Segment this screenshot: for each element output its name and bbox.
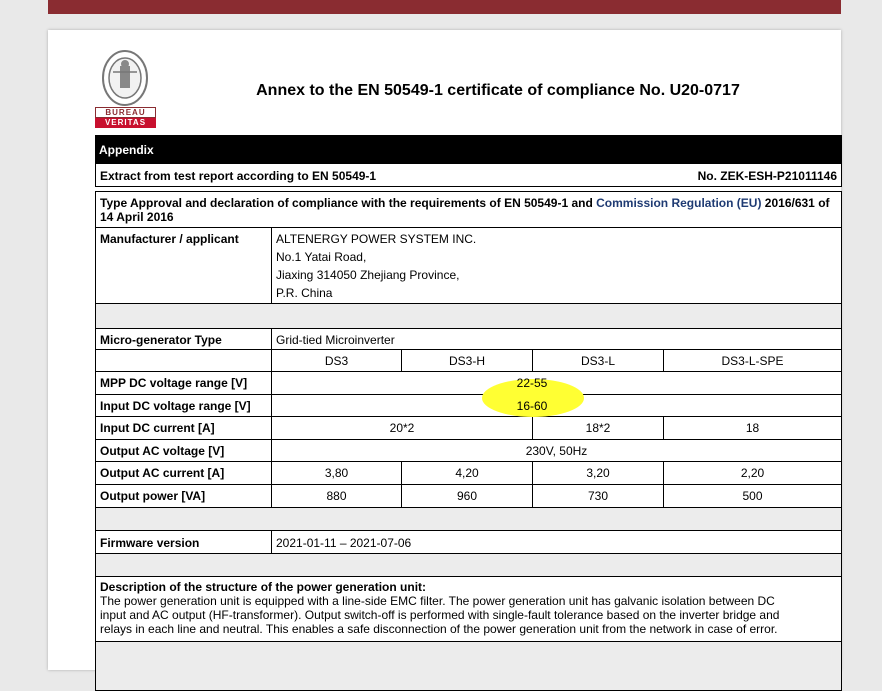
report-number: No. ZEK-ESH-P21011146 <box>697 169 837 183</box>
page-title: Annex to the EN 50549-1 certificate of compliance No. U20-0717 <box>256 82 740 99</box>
output-power-value: 960 <box>402 485 533 508</box>
model-ds3-l-spe: DS3-L-SPE <box>664 350 841 372</box>
input-current-ds3: 20*2 <box>272 417 533 440</box>
input-current-ds3-l: 18*2 <box>533 417 664 440</box>
bureau-veritas-logo <box>95 50 157 128</box>
mpp-label: MPP DC voltage range [V] <box>96 372 272 395</box>
input-current-ds3-l-spe: 18 <box>664 417 841 440</box>
logo-word-veritas: VERITAS <box>95 118 156 128</box>
manufacturer-value <box>272 228 841 304</box>
extract-label: Extract from test report according to EN 50549-1 <box>100 169 377 183</box>
description-line: The power generation unit is equipped with a line-side EMC filter. The power generation unit has galvanic isolation between DC <box>100 594 775 608</box>
description-line: relays in each line and neutral. This enables a safe disconnection of the power generation unit from the network in case of error. <box>100 622 778 636</box>
input-voltage-value: 16-60 <box>516 399 548 413</box>
micro-type-label: Micro-generator Type <box>96 328 272 350</box>
input-current-label: Input DC current [A] <box>96 417 272 440</box>
empty-cell <box>96 350 272 372</box>
approval-heading: Type Approval and declaration of compliance with the requirements of EN 50549-1 and Commission Regulation (EU) 2016/631 of 14 April 2016 <box>96 192 841 228</box>
top-brand-bar <box>48 0 841 14</box>
firmware-label: Firmware version <box>96 530 272 554</box>
manufacturer-line: Jiaxing 314050 Zhejiang Province, <box>276 268 460 282</box>
compliance-table <box>95 191 842 691</box>
mpp-value: 22-55 <box>516 376 548 390</box>
model-ds3-h: DS3-H <box>402 350 533 372</box>
seal-icon <box>95 50 157 106</box>
description-text <box>100 594 837 636</box>
output-voltage-label: Output AC voltage [V] <box>96 440 272 462</box>
output-power-value: 730 <box>533 485 664 508</box>
firmware-value: 2021-01-11 – 2021-07-06 <box>272 530 841 554</box>
document-page <box>48 30 841 670</box>
output-current-value: 3,20 <box>533 462 664 485</box>
manufacturer-line: P.R. China <box>276 286 333 300</box>
output-current-value: 3,80 <box>272 462 402 485</box>
output-power-value: 880 <box>272 485 402 508</box>
extract-row <box>95 163 842 187</box>
output-current-value: 2,20 <box>664 462 841 485</box>
logo-word-bureau: BUREAU <box>95 107 156 118</box>
model-ds3-l: DS3-L <box>533 350 664 372</box>
output-power-label: Output power [VA] <box>96 485 272 508</box>
output-current-value: 4,20 <box>402 462 533 485</box>
micro-type-value: Grid-tied Microinverter <box>272 328 841 350</box>
output-current-label: Output AC current [A] <box>96 462 272 485</box>
manufacturer-label: Manufacturer / applicant <box>96 228 272 304</box>
manufacturer-line: ALTENERGY POWER SYSTEM INC. <box>276 232 477 246</box>
description-block <box>96 576 841 642</box>
model-ds3: DS3 <box>272 350 402 372</box>
manufacturer-line: No.1 Yatai Road, <box>276 250 367 264</box>
output-power-value: 500 <box>664 485 841 508</box>
appendix-header: Appendix <box>95 135 842 163</box>
description-line: input and AC output (HF-transformer). Output switch-off is performed with single-fault tolerance based on the inverter bridge and <box>100 608 780 622</box>
input-voltage-label: Input DC voltage range [V] <box>96 395 272 417</box>
output-voltage-value: 230V, 50Hz <box>272 440 841 462</box>
description-title: Description of the structure of the power generation unit: <box>100 580 427 594</box>
